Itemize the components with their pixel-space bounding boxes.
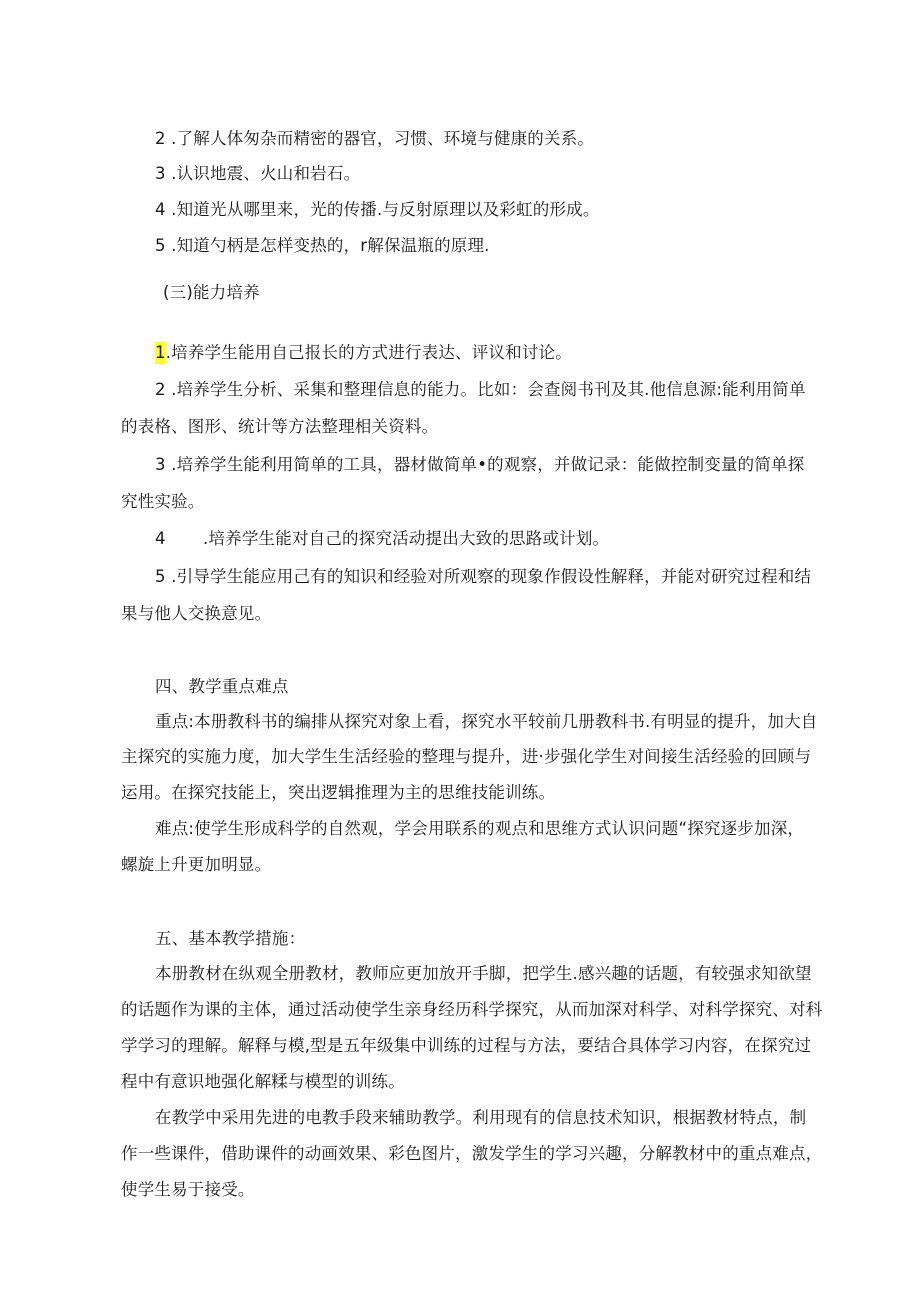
measures-p2-line-1: 在教学中采用先进的电教手段来辅助教学。利用现有的信息技术知识，根据教材特点，制	[155, 1108, 807, 1127]
key-point-line-2: 主探究的实施力度，加大学生生活经验的整理与提升，进·步强化学生对间接生活经验的回顾与	[121, 747, 812, 766]
item-number: 3	[155, 164, 166, 183]
ability-item-4	[155, 528, 609, 550]
measures-p2-line-2: 作一些课件，借助课件的动画效果、彩色图片，激发学生的学习兴趣，分解教材中的重点难点，	[121, 1144, 823, 1163]
knowledge-item-2	[155, 128, 594, 150]
ability-item-5-line-1: 5 .引导学生能应用己有的知识和经验对所观察的现象作假设性解释，并能对研究过程和结	[155, 567, 812, 586]
item-number: 2	[155, 129, 166, 148]
measures-p1-line-4: 程中有意识地强化解糅与模型的训练。	[121, 1072, 405, 1091]
item-text: .培养学生能对自己的探究活动提出大致的思路或计划。	[203, 529, 610, 548]
item-text: .培养学生能用自己报长的方式进行表达、评议和讨论。	[165, 343, 572, 362]
highlighted-item-number: 1	[155, 343, 166, 362]
measures-p1-line-3: 学学习的理解。解释与模,型是五年级集中训练的过程与方法，要结合具体学习内容，在探究过	[121, 1036, 812, 1055]
item-number: 4	[155, 529, 166, 548]
measures-p2-line-3: 使学生易于接受。	[121, 1180, 255, 1199]
ability-item-3-line-1: 3 .培养学生能利用简单的工具，器材做简单•的观察，并做记录：能做控制变量的简单探	[155, 455, 805, 474]
knowledge-item-3	[155, 163, 360, 185]
item-number: 4	[155, 200, 166, 219]
measures-p1-line-2: 的话题作为课的主体，通过活动使学生亲身经历科学探究，从而加深对科学、对科学探究、对科	[121, 1000, 823, 1019]
ability-item-2-line-2: 的表格、图形、统计等方法整理相关资料。	[121, 417, 439, 436]
key-point-line-3: 运用。在探究技能上，突出逻辑推理为主的思维技能训练。	[121, 783, 556, 802]
ability-item-2-line-1: 2 .培养学生分析、采集和整理信息的能力。比如：会查阅书刊及其.他信息源:能利用简单	[155, 380, 806, 399]
section-heading-key-points: 四、教学重点难点	[155, 677, 289, 696]
item-number: 5	[155, 236, 166, 255]
difficulty-line-2: 螺旋上升更加明显。	[121, 855, 272, 874]
ability-item-3-line-2: 究性实验。	[121, 492, 205, 511]
item-text: .了解人体匆杂而精密的器官，习惯、环境与健康的关系。	[165, 129, 595, 148]
section-heading-measures: 五、基本教学措施：	[155, 929, 306, 948]
difficulty-line-1: 难点:使学生形成科学的自然观，学会用联系的观点和思维方式认识问题“探究逐步加深，	[155, 819, 805, 838]
ability-item-5-line-2: 果与他人交换意见。	[121, 604, 272, 623]
key-point-line-1: 重点:本册教科书的编排从探究对象上看，探究水平较前几册教科书.有明显的提升，加大自	[155, 712, 818, 731]
knowledge-item-4	[155, 199, 600, 221]
item-text: .知道光从哪里来，光的传播.与反射原理以及彩虹的形成。	[165, 200, 600, 219]
measures-p1-line-1: 本册教材在纵观全册教材，教师应更加放开手脚，把学生.感兴趣的话题，有较强求知欲望	[155, 964, 812, 983]
item-text: .知道勺柄是怎样变热的，r解保温瓶的原理.	[165, 236, 490, 255]
item-text: .认识地震、火山和岩石。	[165, 164, 361, 183]
section-heading-ability: (三)能力培养	[163, 283, 260, 302]
ability-item-1	[155, 342, 572, 364]
knowledge-item-5	[155, 235, 490, 257]
